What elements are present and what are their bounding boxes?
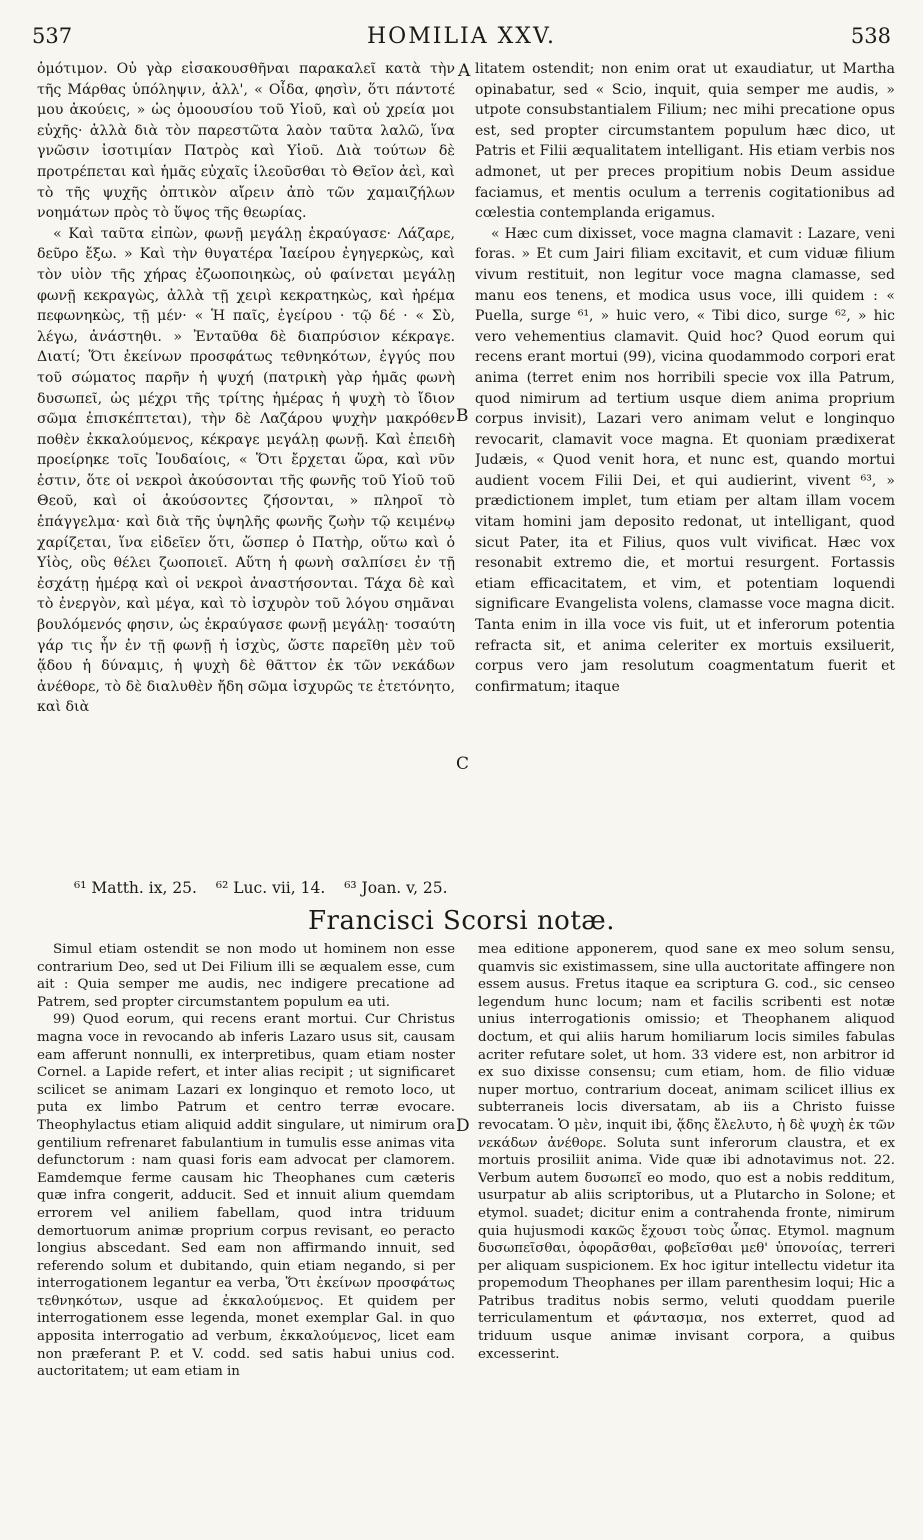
page-number-left: 537 — [32, 24, 73, 48]
greek-paragraph: « Καὶ ταῦτα εἰπὼν, φωνῇ μεγάλῃ ἐκραύγασε· Λάζαρε, δεῦρο ἔξω. » Καὶ τὴν θυγατέρα Ἰαείρου ἐγηγερκὼς, καὶ τὸν υἱὸν τῆς χήρας ἐζωοποιηκὼς, οὐ φαίνεται μεγάλῃ φωνῇ κεκραγὼς, ἀλλὰ τῇ χειρὶ κεκρατηκὼς, καὶ ἠρέμα πεφωνηκὼς, τῇ μέν· « Ἡ παῖς, ἐγείρου · τῷ δέ · « Σὺ, λέγω, ἀνάστηθι. » Ἐνταῦθα δὲ διαπρύσιον κέκραγε. Διατί; Ὅτι ἐκείνων προσφάτως τεθνηκότων, ἐγγύς που τοῦ σώματος παρῆν ἡ ψυχή (πατρικὴ γὰρ ἡμᾶς φωνὴ δυσωπεῖ, ὡς μέχρι τῆς τρίτης ἡμέρας ἡ ψυχὴ τὸ ἴδιον σῶμα ἐπισκέπτεται), τὴν δὲ Λαζάρου ψυχὴν μακρόθεν ποθὲν ἐκκαλούμενος, κέκραγε μεγάλῃ φωνῇ. Καὶ ἐπειδὴ προείρηκε τοῖς Ἰουδαίοις, « Ὅτι ἔρχεται ὥρα, καὶ νῦν ἐστιν, ὅτε οἱ νεκροὶ ἀκούσονται τῆς φωνῆς τοῦ Υἱοῦ τοῦ Θεοῦ, καὶ οἱ ἀκούσοντες ζήσονται, » πληροῖ τὸ ἐπάγγελμα· καὶ διὰ τῆς ὑψηλῆς φωνῆς ζωὴν τῷ κειμένῳ χαρίζεται, ἵνα εἰδεῖεν ὅτι, ὥσπερ ὁ Πατὴρ, οὕτω καὶ ὁ Υἱὸς, οὓς θέλει ζωοποιεῖ. Αὕτη ἡ φωνὴ σαλπίσει ἐν τῇ ἐσχάτῃ ἡμέρᾳ καὶ οἱ νεκροὶ ἀναστήσονται. Τάχα δὲ καὶ τὸ ἐνεργὸν, καὶ μέγα, καὶ τὸ ἰσχυρὸν τοῦ λόγου σημᾶναι βουλόμενός φησιν, ὡς ἐκραύγασε φωνῇ μεγάλῃ· τοσαύτη γάρ τις ἦν ἐν τῇ φωνῇ ἡ ἰσχὺς, ὥστε παρεῖθη μὲν τοῦ ᾅδου ἡ δύναμις, ἡ ψυχὴ δὲ θᾶττον ἐκ τῶν νεκάδων ἀνέθορε, τὸ δὲ διαλυθὲν ἤδη σῶμα ἰσχυρῶς τε ἐτετόνητο, καὶ διὰ — [37, 225, 455, 716]
note-paragraph: Simul etiam ostendit se non modo ut hominem non esse contrarium Deo, sed ut Dei Filium illi se æqualem esse, cum ait : Quia semper me audis, nec indigere precatione ad Patrem, sed propter circumstantem populum ea uti. — [37, 942, 455, 1010]
greek-paragraph: ὁμότιμον. Οὐ γὰρ εἰσακουσθῆναι παρακαλεῖ κατὰ τὴν τῆς Μάρθας ὑπόληψιν, ἀλλ', « Οἶδα, φησὶν, ὅτι πάντοτέ μου ἀκούεις, » ὡς ὁμοουσίου τοῦ Υἱοῦ, καὶ οὐ χρεία μοι εὐχῆς· ἀλλὰ διὰ τὸν παρεστῶτα λαὸν ταῦτα λαλῶ, ἵνα γνῶσιν ἰσοτιμίαν Πατρὸς καὶ Υἱοῦ. Διὰ τούτων δὲ προτρέπεται καὶ ἡμᾶς εὐχαῖς ἱλεοῦσθαι τὸ Θεῖον ἀεὶ, καὶ τὸ τῆς ψυχῆς ὀπτικὸν αἴρειν ἀπὸ τῶν χαμαιζήλων νοημάτων πρὸς τὸ ὕψος τῆς θεωρίας. — [37, 61, 455, 222]
running-title: HOMILIA XXV. — [367, 24, 556, 49]
section-marker-d: D — [456, 1116, 470, 1136]
section-marker-a: A — [458, 61, 471, 81]
notes-heading: Francisci Scorsi notæ. — [307, 906, 615, 936]
latin-text-column — [475, 59, 895, 871]
note-paragraph: 99) Quod eorum, qui recens erant mortui. Cur Christus magna voce in revocando ab inferis Lazaro usus sit, causam eam afferunt nonnulli, ex interpretibus, quam etiam noster Cornel. a Lapide refert, et inter alias recipit ; ut significaret scilicet se animam Lazari ex longinquo et remoto loco, ut puta ex limbo Patrum et centro terræ evocare. Theophylactus etiam aliquid addit singulare, ut nimirum ora gentilium refrenaret fabulantium in tumulis esse animas vita defunctorum : nam quasi foris eam advocat per clamorem. Eamdemque ferme causam hic Theophanes cum cæteris quæ infra congerit, adducit. Sed et innuit alium quemdam errorem vel aniliem fabellam, quod intra triduum demortuorum animæ proprium corpus revisant, eo peracto longius abscedant. Sed eam non affirmando innuit, sed referendo solum et dubitando, quin etiam negando, si per interrogationem legantur ea verba, Ὅτι ἐκείνων προσφάτως τεθνηκότων, usque ad ἐκκαλούμενος. Et quidem per interrogationem esse legenda, monet exemplar Gal. in quo apposita interrogatio ad verbum, ἐκκαλούμενος, licet eam non præferant P. et V. codd. sed satis habui unius cod. auctoritatem; ut eam etiam in — [37, 1012, 455, 1380]
latin-paragraph: litatem ostendit; non enim orat ut exaudiatur, ut Martha opinabatur, sed « Scio, inquit, quia semper me audis, » utpote consubstantialem Filium; nec mihi precatione opus est, sed propter circumstantem populum hæc dico, ut Patris et Filii æqualitatem intelligant. His etiam verbis nos admonet, ut per preces propitium nobis Deum assidue faciamus, et mentis oculum a terrenis cogitationibus ad cœlestia contemplanda erigamus. — [475, 61, 895, 222]
scripture-references — [74, 879, 462, 897]
notes-column-left — [37, 941, 455, 1515]
reference-63: ⁶³ Joan. v, 25. — [344, 879, 448, 897]
note-paragraph: mea editione apponerem, quod sane ex meo solum sensu, quamvis sic existimassem, sine ulla auctoritate affingere non essem ausus. Fretus itaque ea scriptura G. cod., sic censeo legendum hunc locum; nam et facilis scribenti est notæ unius interrogationis omissio; et Theophanem aliquod doctum, et qui aliis harum homiliarum locis similes fabulas acriter refutare solet, ut hom. 33 videre est, non arbitror id ex suo dixisse consensu; cum etiam, hom. de filio viduæ nuper mortuo, contrarium doceat, animam scilicet illius ex subterraneis locis diversatam, ab iis a Christo fuisse revocatam. Ὁ μὲν, inquit ibi, ᾅδης ἔλελυτο, ἡ δὲ ψυχὴ ἐκ τῶν νεκάδων ἀνέθορε. Soluta sunt inferorum claustra, et ex mortuis prosiliit anima. Vide quæ ibi adnotavimus not. 22. Verbum autem δυσωπεῖ eo modo, quo est a nobis redditum, usurpatur ab aliis scriptoribus, ut a Plutarcho in Solone; et etymol. suadet; dicitur enim a contrahenda fronte, nimirum quia hujusmodi κακῶς ἔχουσι τοὺς ὦπας. Etymol. magnum δυσωπεῖσθαι, ὀφορᾶσθαι, φοβεῖσθαι μεθ' ὑπονοίας, terreri per aliquam suspicionem. Ex hoc igitur intellectu videtur ita propemodum Theophanes per illam parenthesim loqui; Hic a Patribus traditus nobis sermo, veluti quoddam puerile terriculamentum et φάντασμα, nos exterret, quod ad triduum usque animæ invisant corpora, a quibus excesserint. — [478, 942, 895, 1362]
page-header — [32, 24, 891, 54]
reference-61: ⁶¹ Matth. ix, 25. — [74, 879, 197, 897]
reference-62: ⁶² Luc. vii, 14. — [215, 879, 326, 897]
notes-column-right — [478, 941, 895, 1515]
section-marker-b: B — [456, 406, 469, 426]
section-marker-c: C — [456, 754, 470, 774]
latin-paragraph: « Hæc cum dixisset, voce magna clamavit : Lazare, veni foras. » Et cum Jairi filiam excitavit, et cum viduæ filium vivum restituit, non legitur voce magna clamasse, sed manu eos tenens, et modica usus voce, illi quidem : « Puella, surge ⁶¹, » huic vero, « Tibi dico, surge ⁶², » hic vero vehementius clamavit. Quid hoc? Quod eorum qui recens erant mortui (99), vicina quodammodo corpori erat anima (terret enim nos horribili specie vox illa Patrum, quod nimirum ad tertium usque diem anima proprium corpus invisit), Lazari vero animam velut e longinquo revocarit, clamavit voce magna. Et quoniam prædixerat Judæis, « Quod venit hora, et nunc est, quando mortui audient vocem Filii Dei, et qui audierint, vivent ⁶³, » prædictionem implet, tum etiam per altam illam vocem vitam homini jam deposito redonat, ut intelligant, quod sicut Pater, ita et Filius, quos vult vivificat. Hæc vox resonabit extremo die, et mortui resurgent. Fortassis etiam efficacitatem, et vim, et potentiam loquendi significare Evangelista volens, clamasse voce magna dicit. Tanta enim in illa voce vis fuit, ut et inferorum potentia refracta sit, et anima celeriter ex mortuis exsiluerit, corpus vero jam resolutum coagmentatum fuerit et confirmatum; itaque — [475, 225, 895, 695]
greek-text-column — [37, 59, 455, 871]
page-number-right: 538 — [850, 24, 891, 48]
